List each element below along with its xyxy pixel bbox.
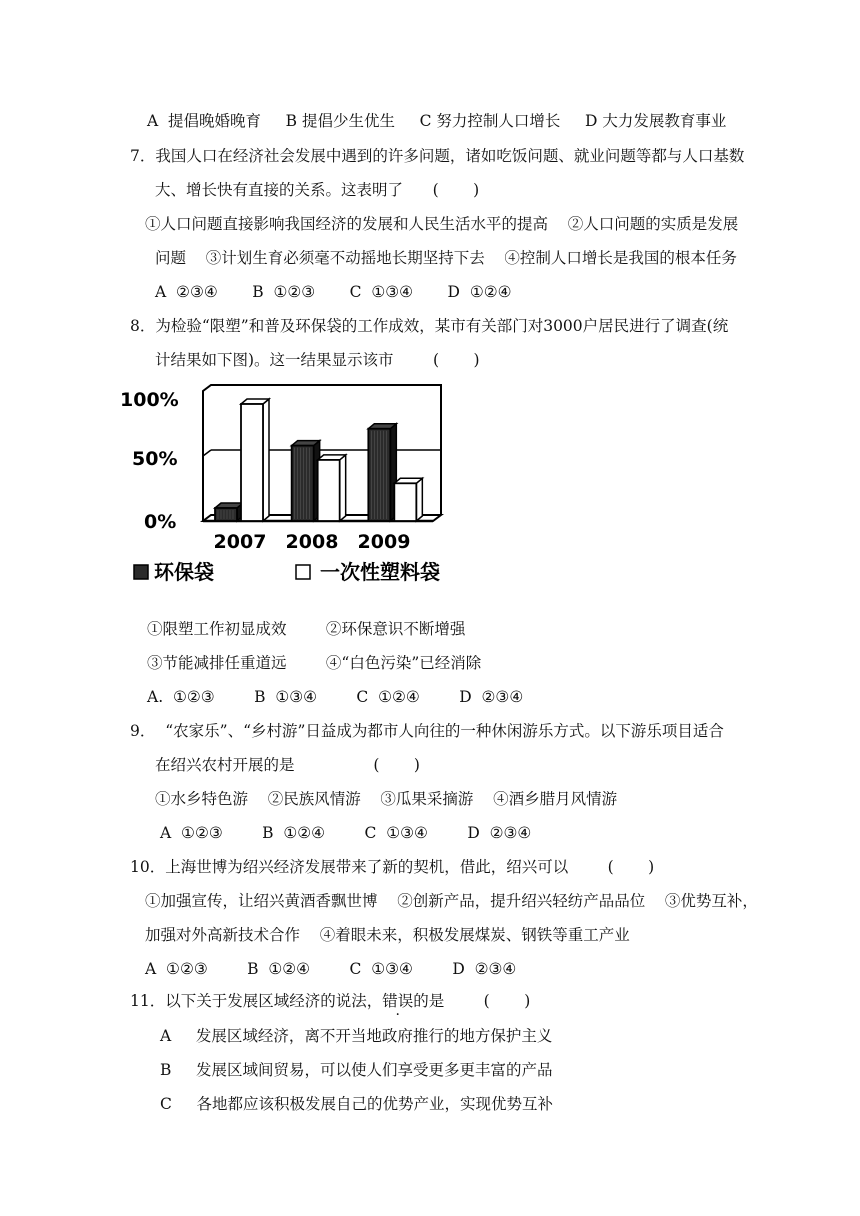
y-tick-label-0: 0% [144,511,177,533]
q11-stem-emphasis: 错误 [382,992,414,1010]
q8-stem-line2: 计结果如下图)。这一结果显示该市 ( ) [155,351,480,369]
bar-chart [120,383,480,593]
bar-2008-plastic-bag [318,455,346,521]
x-tick-label-2007: 2007 [213,531,267,553]
q10-options: A ①②③ B ①②④ C ①③④ D ②③④ [145,960,517,978]
q8-stem-line1: 8．为检验“限塑”和普及环保袋的工作成效，某市有关部门对3000户居民进行了调查(统 [130,317,729,335]
y-tick-label-50: 50% [132,448,178,470]
q7-stem-line1: 7．我国人口在经济社会发展中遇到的许多问题，诸如吃饭问题、就业问题等都与人口基数 [130,147,745,165]
bar-front [241,404,263,521]
chart-bars [215,399,422,521]
bar-2009-eco-bag [368,424,396,521]
q10-statements-line1: ①加强宣传，让绍兴黄酒香飘世博 ②创新产品，提升绍兴轻纺产品品位 ③优势互补， [145,892,758,910]
q11-option-c: C 各地都应该积极发展自己的优势产业，实现优势互补 [160,1095,553,1113]
legend [134,560,440,584]
y-tick-label-100: 100% [120,389,179,411]
bar-2007-plastic-bag [241,399,269,521]
bar-front [215,508,237,521]
bar-2009-plastic-bag [394,478,422,521]
q11-stem [130,991,530,1011]
q6-options: A 提倡晚婚晚育 B 提倡少生优生 C 努力控制人口增长 D 大力发展教育事业 [147,112,727,130]
q9-statements: ①水乡特色游 ②民族风情游 ③瓜果采摘游 ④酒乡腊月风情游 [155,790,618,808]
q8-statements-line2: ③节能减排任重道远 ④“白色污染”已经消除 [147,654,482,672]
q9-stem-line1: 9． “农家乐”、“乡村游”日益成为都市人向往的一种休闲游乐方式。以下游乐项目适合 [130,722,724,740]
q8-statements-line1: ①限塑工作初显成效 ②环保意识不断增强 [147,620,466,638]
bar-2007-eco-bag [215,503,243,521]
q9-stem-line2: 在绍兴农村开展的是 ( ) [155,756,420,774]
q10-stem: 10．上海世博为绍兴经济发展带来了新的契机，借此，绍兴可以 ( ) [130,858,655,876]
bar-front [394,483,416,521]
bar-front [318,460,340,521]
legend-swatch-plastic-bag [296,565,310,579]
x-tick-label-2009: 2009 [357,531,411,553]
legend-label-plastic-bag: 一次性塑料袋 [320,560,440,584]
q7-options: A ②③④ B ①②③ C ①③④ D ①②④ [155,283,512,301]
legend-swatch-eco-bag [134,565,148,579]
bar-side [340,455,346,521]
legend-label-eco-bag: 环保袋 [154,560,214,584]
q8-options: A. ①②③ B ①③④ C ①②④ D ②③④ [147,688,524,706]
q9-options: A ①②③ B ①②④ C ①③④ D ②③④ [160,824,532,842]
bar-2008-eco-bag [292,441,320,521]
q11-option-b: B 发展区域间贸易，可以使人们享受更多更丰富的产品 [160,1061,553,1079]
q11-stem-pre: 11．以下关于发展区域经济的说法， [130,992,383,1010]
q10-statements-line2: 加强对外高新技术合作 ④着眼未来，积极发展煤炭、钢铁等重工产业 [145,926,630,944]
q11-option-a: A 发展区域经济，离不开当地政府推行的地方保护主义 [160,1027,553,1045]
q11-stem-post: 的是 ( ) [413,992,531,1010]
x-tick-label-2008: 2008 [285,531,339,553]
q7-statements-line2: 问题 ③计划生育必须毫不动摇地长期坚持下去 ④控制人口增长是我国的根本任务 [155,249,737,267]
q7-statements-line1: ①人口问题直接影响我国经济的发展和人民生活水平的提高 ②人口问题的实质是发展 [145,215,739,233]
q7-stem-line2: 大、增长快有直接的关系。这表明了 ( ) [155,181,480,199]
chart-reference-line-side [203,450,211,456]
